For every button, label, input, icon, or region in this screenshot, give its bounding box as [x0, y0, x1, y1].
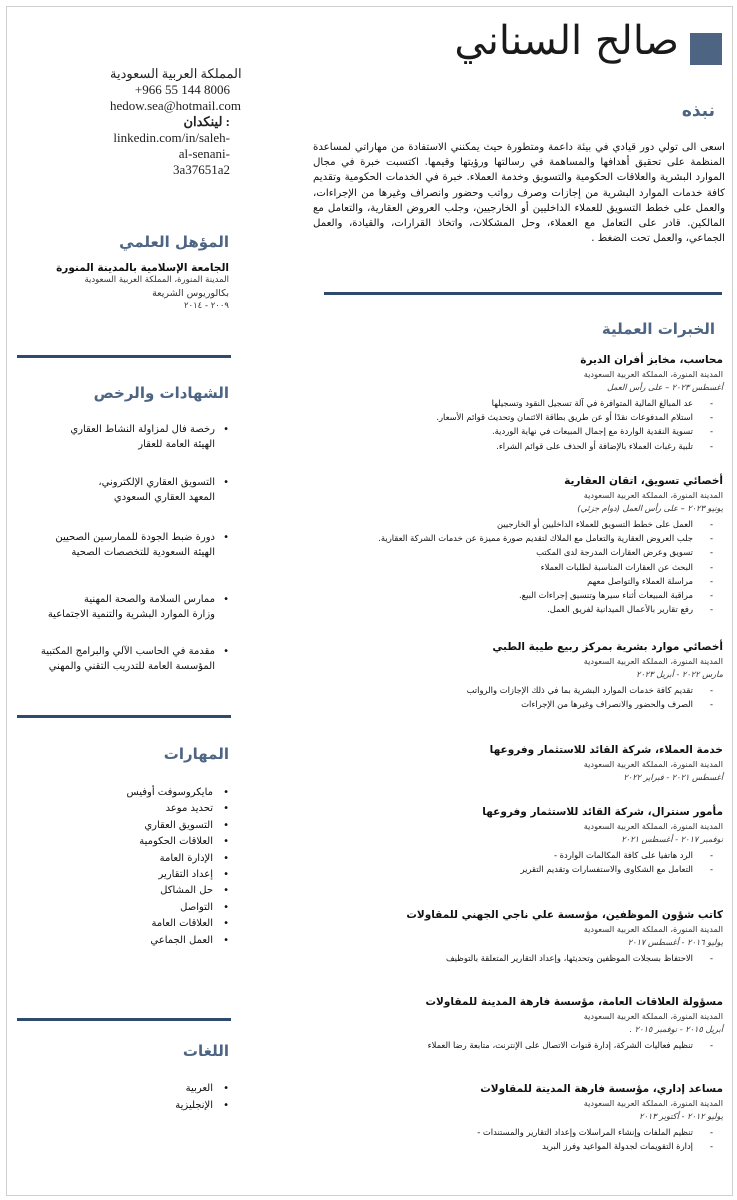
job-duty: - جلب العروض العقارية والتعامل مع الملاك لتقديم صورة مميزة عن خدمات الشركة العقارية. — [323, 531, 723, 545]
skills-list — [69, 785, 229, 949]
job-duty: - الاحتفاظ بسجلات الموظفين وتحديثها، وإعداد التقارير المتعلقة بالتوظيف — [323, 951, 723, 965]
linkedin-label: لينكدان : — [183, 114, 230, 129]
language-item: • العربية — [69, 1080, 229, 1097]
job-dates: يوليو ٢٠١٦ - أغسطس ٢٠١٧ — [627, 936, 723, 947]
job-title: مأمور سنترال، شركة القائد للاستثمار وفروعها — [482, 806, 723, 818]
certificate-item — [0, 592, 229, 622]
skills-title: المهارات — [163, 745, 229, 763]
contact-phone[interactable]: +966 55 144 8006 — [134, 82, 230, 97]
job-title: مسؤولة العلاقات العامة، مؤسسة فارهة المدينة للمقاولات — [425, 996, 723, 1008]
job-entry — [323, 805, 723, 876]
skill-item: • العمل الجماعي — [69, 933, 229, 949]
certificate-name: • التسويق العقاري الإلكتروني، — [98, 477, 215, 488]
linkedin-url-part1: linkedin.com/in/saleh-al-senani- — [113, 130, 230, 161]
certificate-name: • ممارس السلامة والصحة المهنية — [84, 594, 215, 605]
job-duty: - تسوية النقدية الواردة مع إجمال المبيعات في نهاية الوردية. — [323, 424, 723, 438]
job-duty: - إدارة التقويمات لجدولة المواعيد وفرز البريد — [323, 1139, 723, 1153]
certificates-title: الشهادات والرخص — [93, 384, 229, 402]
job-duties — [323, 396, 723, 453]
experience-title: الخبرات العملية — [601, 320, 715, 338]
job-dates: يونيو ٢٠٢٣ – على رأس العمل (دوام جزئي) — [577, 502, 723, 513]
job-dates: نوفمبر ٢٠١٧ - أغسطس ٢٠٢١ — [621, 833, 723, 844]
certificate-issuer: المعهد العقاري السعودي — [113, 492, 215, 503]
job-entry — [323, 908, 723, 965]
job-location: المدينة المنورة، المملكة العربية السعودية — [583, 1011, 723, 1021]
linkedin-url-part2: 3a37651a2 — [172, 162, 230, 177]
job-duty: - تنظيم الملفات وإنشاء المراسلات وإعداد التقارير والمستندات - — [323, 1125, 723, 1139]
header-accent-square — [690, 33, 722, 65]
job-duty: - تلبية رغبات العملاء بالإضافة أو الحذف على قوائم الشراء. — [323, 439, 723, 453]
education-years: ٢٠٠٩ - ٢٠١٤ — [183, 301, 229, 311]
skill-item: • العلاقات الحكومية — [69, 834, 229, 850]
job-location: المدينة المنورة، المملكة العربية السعودية — [583, 369, 723, 379]
language-item: • الإنجليزية — [69, 1097, 229, 1114]
certificate-issuer: الهيئة السعودية للتخصصات الصحية — [71, 547, 215, 558]
contact-block — [110, 66, 242, 178]
job-duty: - التعامل مع الشكاوى والاستفسارات وتقديم التقرير — [323, 862, 723, 876]
job-duty: - الرد هاتفيا على كافة المكالمات الواردة - — [323, 848, 723, 862]
summary-text: اسعى الى تولي دور قيادي في بيئة داعمة ومتطورة حيث يمكنني الاستفادة من مهاراتي لمساعدة المنظمة على تحقيق أهدافها والمساهمة في رسالتها ورؤيتها وقيمها. اكتسبت خبرة في مجال الموارد البشرية والعلاقات الحكومية والتسويق وخدمة العملاء. خبرة في الخدمات الحكومية وتقديم كافة خدمات الموارد البشرية من إجازات وصرف رواتب وحضور وانصراف وغيرها من الإجراءات، والعمل على خطط التسويق للعملاء الداخليين أو الخارجيين، وجلب العروض العقارية، والتعامل مع المالكين. قادر على التعامل مع العملاء، وحل المشكلات، واتخاذ القرارات، والقيادة، والعمل الجماعي، والعمل تحت الضغط . — [313, 142, 725, 245]
skill-item: • العلاقات العامة — [69, 916, 229, 932]
job-title: خدمة العملاء، شركة القائد للاستثمار وفروعها — [489, 744, 723, 756]
skill-item: • مايكروسوفت أوفيس — [69, 785, 229, 801]
skills-divider — [17, 1018, 231, 1021]
job-duty: - الصرف والحضور والانصراف وغيرها من الإجراءات — [323, 697, 723, 711]
education-institution: الجامعة الإسلامية بالمدينة المنورة — [56, 262, 229, 274]
candidate-name: صالح السناني — [454, 18, 679, 64]
job-duties — [323, 951, 723, 965]
education-divider — [17, 355, 231, 358]
contact-email[interactable]: hedow.sea@hotmail.com — [110, 98, 241, 113]
job-title: أخصائي تسويق، اتقان العقارية — [564, 475, 723, 487]
job-location: المدينة المنورة، المملكة العربية السعودية — [583, 759, 723, 769]
job-duties — [323, 1125, 723, 1153]
job-duties — [323, 1038, 723, 1052]
contact-linkedin[interactable] — [110, 114, 230, 162]
job-entry — [323, 743, 723, 783]
job-duty: - رفع تقارير بالأعمال الميدانية لفريق العمل. — [323, 602, 723, 616]
education-block — [9, 262, 229, 313]
job-location: المدينة المنورة، المملكة العربية السعودية — [583, 1098, 723, 1108]
job-location: المدينة المنورة، المملكة العربية السعودية — [583, 821, 723, 831]
job-title: أخصائي موارد بشرية بمركز ربيع طيبة الطبي — [492, 641, 723, 653]
job-location: المدينة المنورة، المملكة العربية السعودية — [583, 656, 723, 666]
skill-item: • التسويق العقاري — [69, 818, 229, 834]
certificates-divider — [17, 715, 231, 718]
job-dates: يوليو ٢٠١٢ - أكتوبر ٢٠١٣ — [639, 1110, 723, 1121]
summary-divider — [324, 292, 722, 295]
job-dates: أبريل ٢٠١٥ - نوفمبر ٢٠١٥ . — [629, 1023, 723, 1034]
job-location: المدينة المنورة، المملكة العربية السعودية — [583, 490, 723, 500]
job-dates: أغسطس ٢٠٢١ - فبراير ٢٠٢٢ — [623, 771, 723, 782]
job-duty: - استلام المدفوعات نقدًا أو عن طريق بطاقة الائتمان وتحديث قوائم الأسعار. — [323, 410, 723, 424]
certificate-item — [0, 475, 229, 505]
job-entry — [323, 640, 723, 711]
job-entry — [323, 1082, 723, 1153]
education-degree: بكالوريوس الشريعة — [152, 288, 229, 299]
certificate-issuer: وزارة الموارد البشرية والتنمية الاجتماعية — [47, 609, 215, 620]
job-entry — [323, 474, 723, 616]
certificate-name: • مقدمة في الحاسب الآلي والبرامج المكتبية — [40, 646, 215, 657]
skill-item: • الإدارة العامة — [69, 851, 229, 867]
summary-title: نبذه — [681, 101, 715, 121]
job-duties — [323, 848, 723, 876]
job-duty: - عد المبالغ المالية المتوافرة في آلة تسجيل النقود وتسجيلها — [323, 396, 723, 410]
certificate-name: • دورة ضبط الجودة للممارسين الصحيين — [55, 532, 215, 543]
languages-title: اللغات — [182, 1042, 229, 1060]
job-location: المدينة المنورة، المملكة العربية السعودية — [583, 924, 723, 934]
job-dates: مارس ٢٠٢٢ - أبريل ٢٠٢٣ — [636, 668, 723, 679]
job-duty: - تسويق وعرض العقارات المدرجة لدى المكتب — [323, 545, 723, 559]
education-title: المؤهل العلمي — [119, 233, 229, 251]
job-duty: - العمل على خطط التسويق للعملاء الداخليين أو الخارجيين — [323, 517, 723, 531]
skill-item: • التواصل — [69, 900, 229, 916]
job-entry — [323, 353, 723, 453]
job-title: مساعد إداري، مؤسسة فارهة المدينة للمقاولات — [480, 1083, 723, 1095]
job-dates: أغسطس ٢٠٢٣ – على رأس العمل — [606, 381, 723, 392]
education-location: المدينة المنورة، المملكة العربية السعودية — [84, 275, 229, 285]
languages-list — [69, 1080, 229, 1114]
certificate-issuer: الهيئة العامة للعقار — [138, 439, 215, 450]
skill-item: • إعداد التقارير — [69, 867, 229, 883]
job-duty: - البحث عن العقارات المناسبة لطلبات العملاء — [323, 560, 723, 574]
contact-country: المملكة العربية السعودية — [110, 66, 242, 81]
job-title: محاسب، مخابز أفران الديرة — [580, 354, 723, 366]
job-title: كاتب شؤون الموظفين، مؤسسة علي ناجي الجهني للمقاولات — [406, 909, 723, 921]
certificate-item — [0, 530, 229, 560]
certificate-issuer: المؤسسة العامة للتدريب التقني والمهني — [48, 661, 215, 672]
certificate-item — [0, 644, 229, 674]
job-duty: - تقديم كافة خدمات الموارد البشرية بما في ذلك الإجازات والرواتب — [323, 683, 723, 697]
certificate-item — [0, 422, 229, 452]
job-duties — [323, 517, 723, 616]
job-duties — [323, 683, 723, 711]
job-duty: - مراقبة المبيعات أثناء سيرها وتنسيق إجراءات البيع. — [323, 588, 723, 602]
job-duty: - تنظيم فعاليات الشركة، إدارة قنوات الاتصال على الإنترنت، متابعة رضا العملاء — [323, 1038, 723, 1052]
job-entry — [323, 995, 723, 1052]
skill-item: • تحديد موعد — [69, 801, 229, 817]
certificate-name: • رخصة فال لمزاولة النشاط العقاري — [70, 424, 215, 435]
job-duty: - مراسلة العملاء والتواصل معهم — [323, 574, 723, 588]
skill-item: • حل المشاكل — [69, 883, 229, 899]
